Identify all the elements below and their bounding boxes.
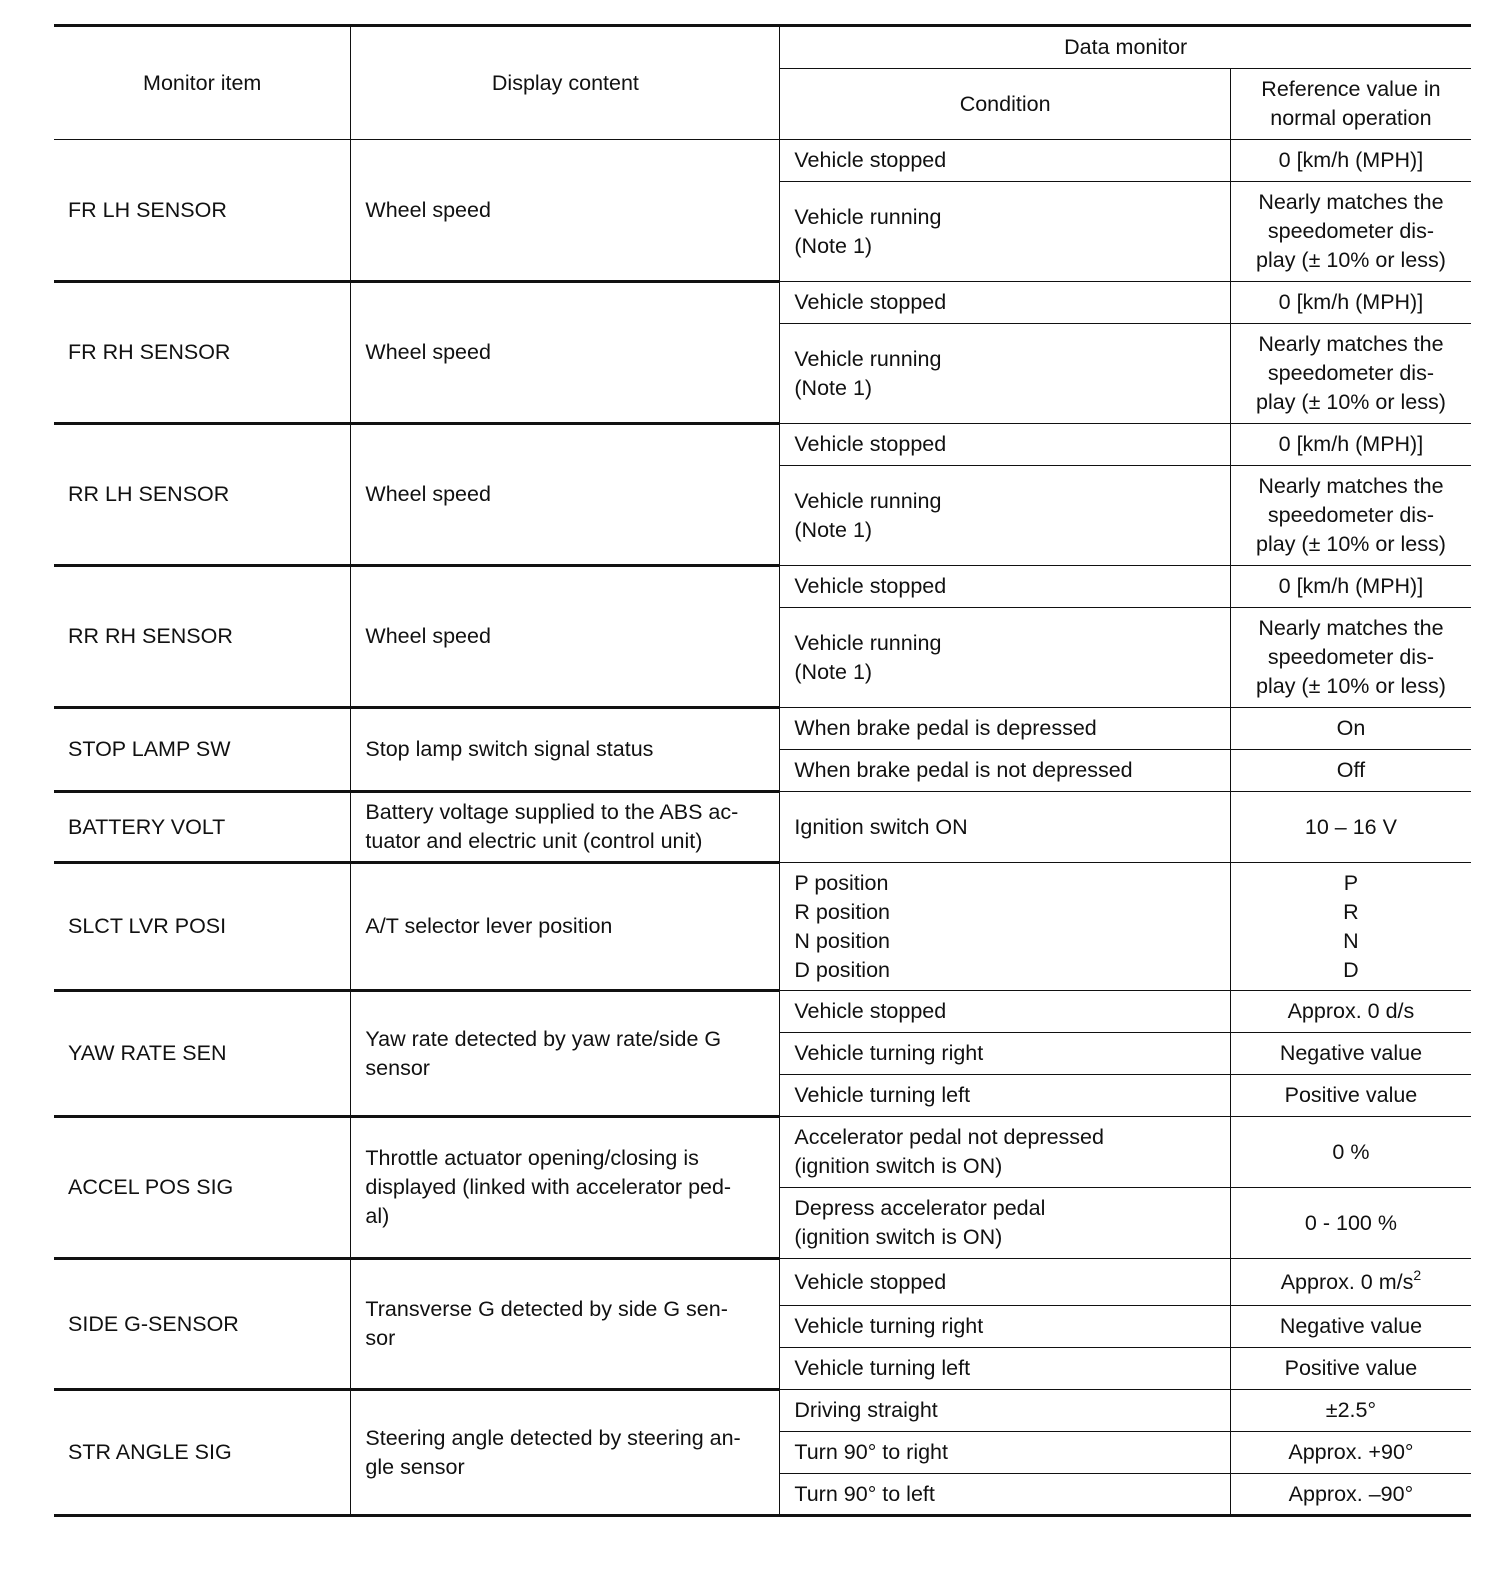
table-row bbox=[54, 1259, 1471, 1306]
header-data-monitor: Data monitor bbox=[780, 26, 1471, 69]
table-row bbox=[54, 708, 1471, 750]
header-reference-value: Reference value in normal operation bbox=[1230, 69, 1471, 140]
monitor-item-cell: ACCEL POS SIG bbox=[54, 1117, 351, 1259]
reference-value-cell bbox=[1230, 991, 1471, 1033]
header-monitor-item: Monitor item bbox=[54, 26, 351, 140]
reference-value-text: Approx. 0 d/s bbox=[1287, 999, 1415, 1023]
reference-value-cell bbox=[1230, 182, 1471, 282]
table-row bbox=[54, 863, 1471, 991]
table-row bbox=[54, 140, 1471, 182]
reference-value-cell bbox=[1230, 282, 1471, 324]
condition-cell: Vehicle turning left bbox=[780, 1348, 1230, 1390]
reference-value-cell bbox=[1230, 792, 1471, 863]
reference-value-cell bbox=[1230, 1306, 1471, 1348]
table-row bbox=[54, 792, 1471, 863]
reference-value-text: Nearly matches the speedometer dis- play (± 10% or less) bbox=[1256, 190, 1446, 272]
reference-value-text: 0 [km/h (MPH)] bbox=[1278, 148, 1424, 172]
table-row bbox=[54, 1117, 1471, 1188]
table-row bbox=[54, 566, 1471, 608]
reference-value-cell bbox=[1230, 1348, 1471, 1390]
reference-value-text: 0 [km/h (MPH)] bbox=[1278, 290, 1424, 314]
condition-cell: Vehicle stopped bbox=[780, 424, 1230, 466]
condition-cell: Turn 90° to right bbox=[780, 1432, 1230, 1474]
table-row bbox=[54, 991, 1471, 1033]
reference-value-text: Nearly matches the speedometer dis- play (± 10% or less) bbox=[1256, 474, 1446, 556]
reference-value-cell bbox=[1230, 140, 1471, 182]
condition-cell: P position R position N position D position bbox=[780, 863, 1230, 991]
reference-value-cell bbox=[1230, 1390, 1471, 1432]
condition-cell: Accelerator pedal not depressed (ignition switch is ON) bbox=[780, 1117, 1230, 1188]
reference-value-text: Negative value bbox=[1279, 1314, 1423, 1338]
display-content-cell: Wheel speed bbox=[351, 282, 780, 424]
condition-cell: Vehicle running (Note 1) bbox=[780, 466, 1230, 566]
monitor-item-cell: SLCT LVR POSI bbox=[54, 863, 351, 991]
reference-value-cell bbox=[1230, 863, 1471, 991]
reference-value-cell bbox=[1230, 1432, 1471, 1474]
reference-value-cell bbox=[1230, 750, 1471, 792]
reference-value-cell bbox=[1230, 424, 1471, 466]
table-body bbox=[54, 140, 1471, 1516]
condition-cell: Vehicle running (Note 1) bbox=[780, 182, 1230, 282]
display-content-cell: Wheel speed bbox=[351, 424, 780, 566]
reference-value-text: P R N D bbox=[1343, 870, 1359, 982]
table-row bbox=[54, 282, 1471, 324]
reference-value-cell bbox=[1230, 566, 1471, 608]
table-row bbox=[54, 424, 1471, 466]
monitor-item-cell: RR RH SENSOR bbox=[54, 566, 351, 708]
condition-cell: Vehicle turning right bbox=[780, 1033, 1230, 1075]
condition-cell: Vehicle running (Note 1) bbox=[780, 324, 1230, 424]
reference-value-cell bbox=[1230, 324, 1471, 424]
reference-value-text: On bbox=[1336, 716, 1366, 740]
reference-value-text: 0 [km/h (MPH)] bbox=[1278, 432, 1424, 456]
reference-value-text: Positive value bbox=[1284, 1083, 1418, 1107]
display-content-cell: Stop lamp switch signal status bbox=[351, 708, 780, 792]
condition-cell: Vehicle stopped bbox=[780, 566, 1230, 608]
condition-cell: Vehicle stopped bbox=[780, 1259, 1230, 1306]
display-content-cell: Throttle actuator opening/closing is displayed (linked with accelerator ped- al) bbox=[351, 1117, 780, 1259]
superscript: 2 bbox=[1413, 1266, 1422, 1283]
condition-cell: Vehicle turning left bbox=[780, 1075, 1230, 1117]
condition-cell: Driving straight bbox=[780, 1390, 1230, 1432]
condition-cell: When brake pedal is not depressed bbox=[780, 750, 1230, 792]
header-condition: Condition bbox=[780, 69, 1230, 140]
condition-cell: Depress accelerator pedal (ignition switch is ON) bbox=[780, 1188, 1230, 1259]
monitor-table bbox=[54, 24, 1471, 1517]
display-content-cell: Wheel speed bbox=[351, 140, 780, 282]
reference-value-cell bbox=[1230, 1259, 1471, 1306]
reference-value-text: Nearly matches the speedometer dis- play (± 10% or less) bbox=[1256, 616, 1446, 698]
display-content-cell: Steering angle detected by steering an- gle sensor bbox=[351, 1390, 780, 1516]
monitor-item-cell: RR LH SENSOR bbox=[54, 424, 351, 566]
monitor-item-cell: YAW RATE SEN bbox=[54, 991, 351, 1117]
monitor-item-cell: FR LH SENSOR bbox=[54, 140, 351, 282]
reference-value-cell bbox=[1230, 1075, 1471, 1117]
condition-cell: When brake pedal is depressed bbox=[780, 708, 1230, 750]
header-display-content: Display content bbox=[351, 26, 780, 140]
reference-value-text: Positive value bbox=[1284, 1356, 1418, 1380]
monitor-item-cell: BATTERY VOLT bbox=[54, 792, 351, 863]
display-content-cell: Yaw rate detected by yaw rate/side G sensor bbox=[351, 991, 780, 1117]
display-content-cell: Transverse G detected by side G sen- sor bbox=[351, 1259, 780, 1390]
monitor-item-cell: FR RH SENSOR bbox=[54, 282, 351, 424]
condition-cell: Vehicle running (Note 1) bbox=[780, 608, 1230, 708]
condition-cell: Ignition switch ON bbox=[780, 792, 1230, 863]
reference-value-cell bbox=[1230, 466, 1471, 566]
monitor-item-cell: STOP LAMP SW bbox=[54, 708, 351, 792]
reference-value-cell bbox=[1230, 1474, 1471, 1516]
reference-value-text: Off bbox=[1336, 758, 1366, 782]
reference-value-cell bbox=[1230, 708, 1471, 750]
reference-value-text: Approx. +90° bbox=[1288, 1440, 1414, 1464]
condition-cell: Vehicle stopped bbox=[780, 282, 1230, 324]
display-content-cell: Wheel speed bbox=[351, 566, 780, 708]
monitor-item-cell: SIDE G-SENSOR bbox=[54, 1259, 351, 1390]
reference-value-text: 0 [km/h (MPH)] bbox=[1278, 574, 1424, 598]
reference-value-text: Negative value bbox=[1279, 1041, 1423, 1065]
table-row bbox=[54, 1390, 1471, 1432]
display-content-cell: Battery voltage supplied to the ABS ac- tuator and electric unit (control unit) bbox=[351, 792, 780, 863]
reference-value-text: ±2.5° bbox=[1325, 1398, 1377, 1422]
reference-value-cell bbox=[1230, 608, 1471, 708]
reference-value-text: 10 – 16 V bbox=[1304, 814, 1397, 839]
reference-value-text: Nearly matches the speedometer dis- play (± 10% or less) bbox=[1256, 332, 1446, 414]
reference-value-cell bbox=[1230, 1117, 1471, 1188]
condition-cell: Vehicle stopped bbox=[780, 140, 1230, 182]
reference-value-text: Approx. 0 m/s bbox=[1280, 1269, 1414, 1294]
display-content-cell: A/T selector lever position bbox=[351, 863, 780, 991]
reference-value-text: Approx. –90° bbox=[1288, 1481, 1414, 1506]
condition-cell: Vehicle stopped bbox=[780, 991, 1230, 1033]
condition-cell: Vehicle turning right bbox=[780, 1306, 1230, 1348]
monitor-item-cell: STR ANGLE SIG bbox=[54, 1390, 351, 1516]
reference-value-text: 0 - 100 % bbox=[1304, 1210, 1397, 1235]
reference-value-cell bbox=[1230, 1188, 1471, 1259]
reference-value-cell bbox=[1230, 1033, 1471, 1075]
condition-cell: Turn 90° to left bbox=[780, 1474, 1230, 1516]
reference-value-text: 0 % bbox=[1332, 1139, 1370, 1164]
